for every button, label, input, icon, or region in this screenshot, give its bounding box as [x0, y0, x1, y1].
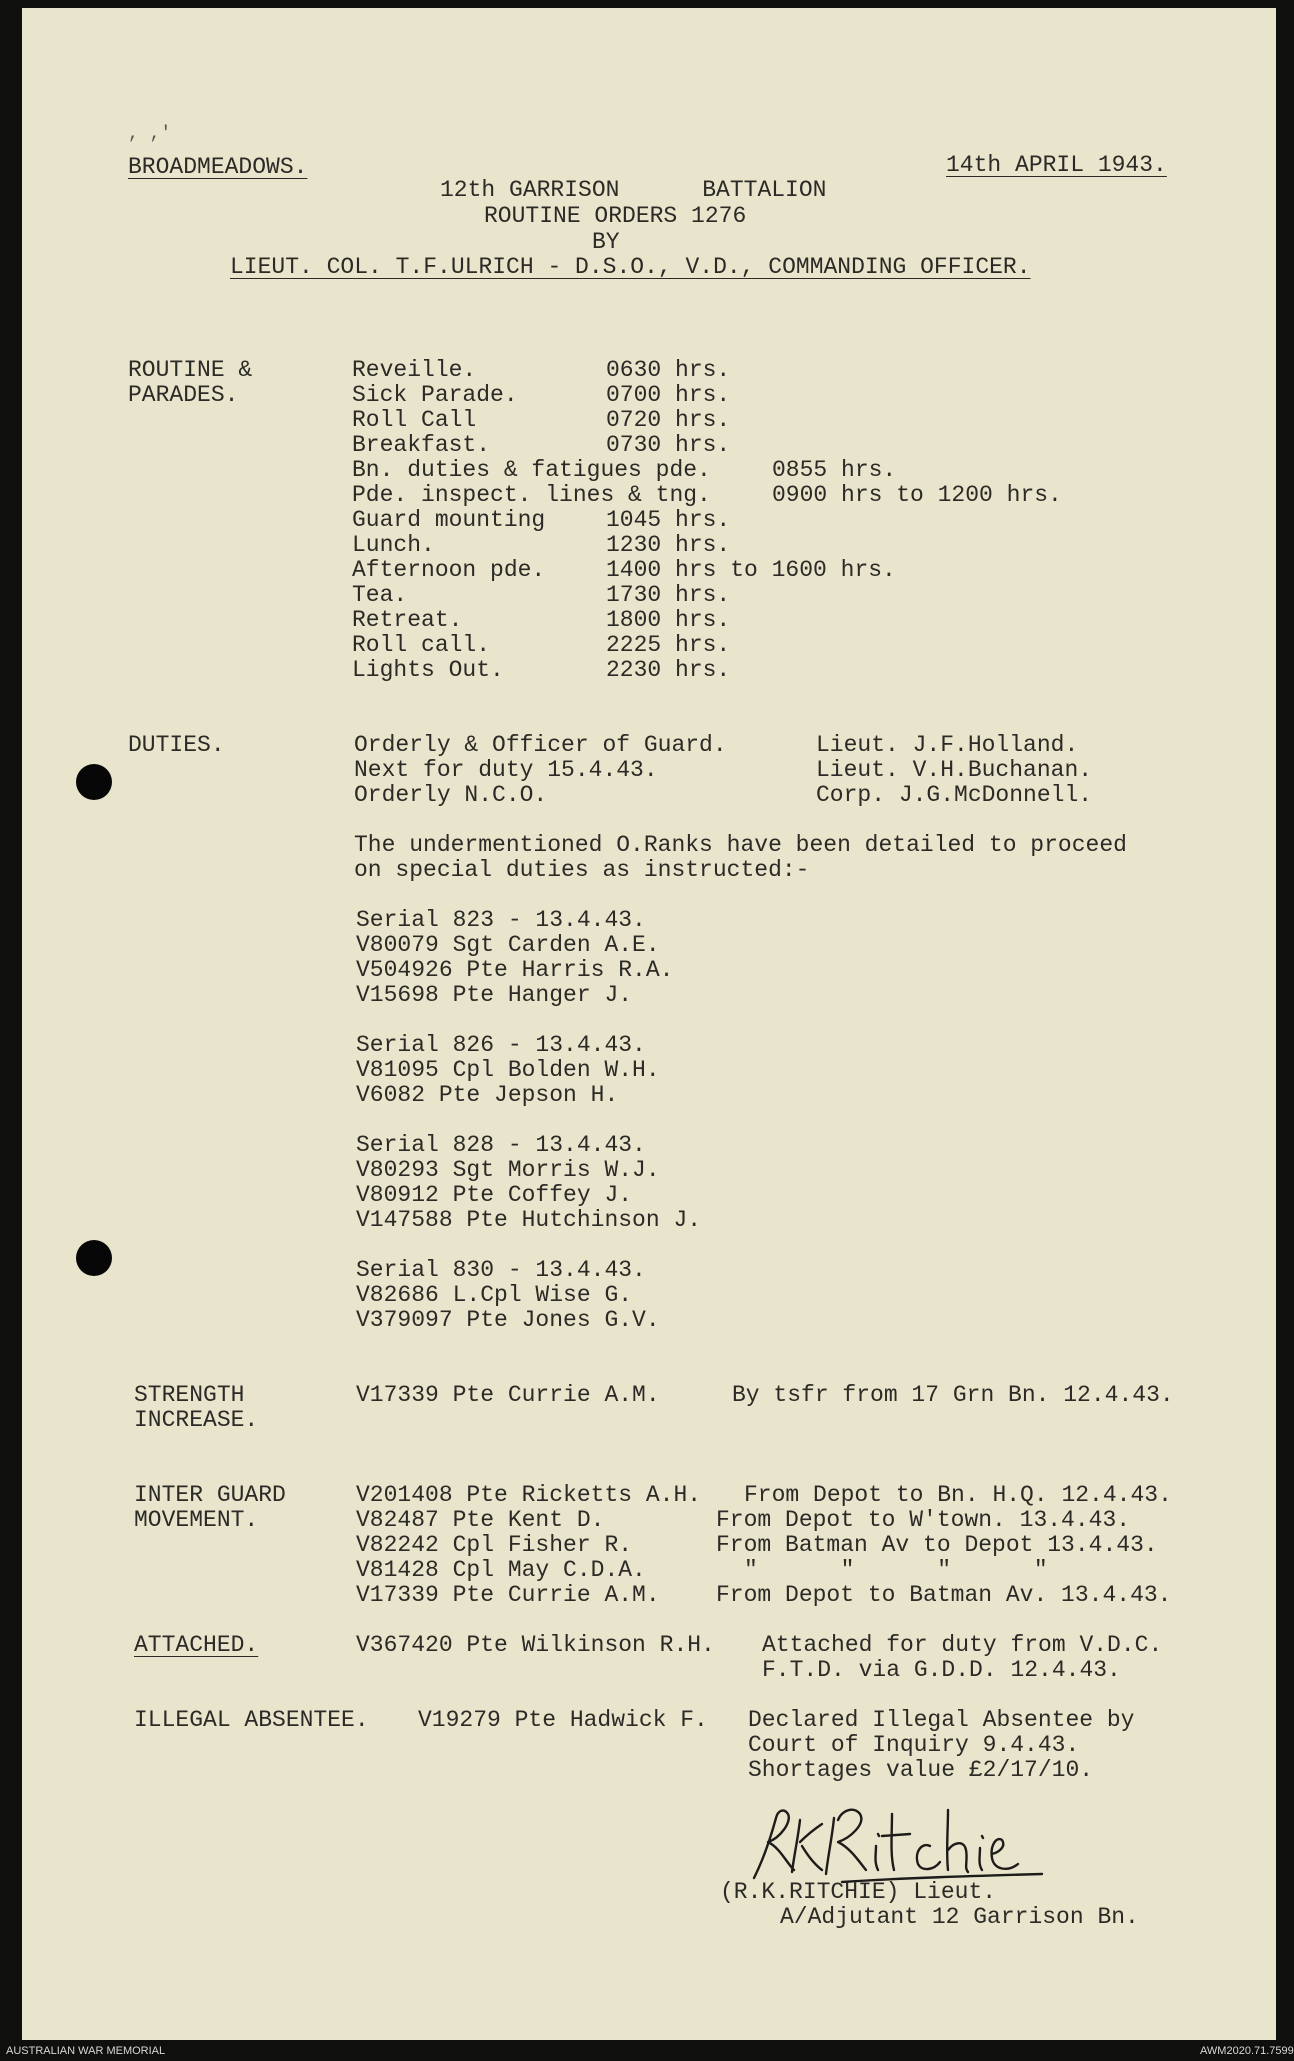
schedule-label: Breakfast. — [352, 432, 491, 458]
special-duties-intro: on special duties as instructed:- — [354, 857, 810, 883]
punch-hole — [76, 764, 112, 800]
attached-detail: Attached for duty from V.D.C. — [762, 1632, 1163, 1658]
serial-member: V80079 Sgt Carden A.E. — [356, 932, 660, 958]
duty-officer: Lieut. J.F.Holland. — [816, 732, 1079, 758]
movement-person: V17339 Pte Currie A.M. — [356, 1582, 660, 1608]
serial-header: Serial 826 - 13.4.43. — [356, 1032, 646, 1058]
section-heading-increase: INCREASE. — [134, 1407, 259, 1433]
duty-role: Orderly & Officer of Guard. — [354, 732, 727, 758]
serial-member: V379097 Pte Jones G.V. — [356, 1307, 660, 1333]
serial-member: V147588 Pte Hutchinson J. — [356, 1207, 702, 1233]
title-battalion: 12th GARRISON BATTALION — [440, 177, 827, 203]
absentee-detail: Court of Inquiry 9.4.43. — [748, 1732, 1080, 1758]
schedule-label: Pde. inspect. lines & tng. — [352, 482, 711, 508]
footer-catalogue-number: AWM2020.71.7599 — [1200, 2045, 1294, 2057]
section-heading-attached: ATTACHED. — [134, 1632, 259, 1658]
place-name: BROADMEADOWS. — [128, 154, 308, 180]
schedule-label: Roll Call — [352, 407, 477, 433]
schedule-label: Roll call. — [352, 632, 491, 658]
movement-person: V81428 Cpl May C.D.A. — [356, 1557, 646, 1583]
attached-detail: F.T.D. via G.D.D. 12.4.43. — [762, 1657, 1121, 1683]
schedule-label: Reveille. — [352, 357, 477, 383]
schedule-time: 0720 hrs. — [606, 407, 731, 433]
movement-person: V82242 Cpl Fisher R. — [356, 1532, 633, 1558]
strength-detail: By tsfr from 17 Grn Bn. 12.4.43. — [732, 1382, 1174, 1408]
title-commanding-officer: LIEUT. COL. T.F.ULRICH - D.S.O., V.D., COMMANDING OFFICER. — [230, 254, 1031, 280]
absentee-person: V19279 Pte Hadwick F. — [418, 1707, 708, 1733]
schedule-time: 2225 hrs. — [606, 632, 731, 658]
schedule-label: Tea. — [352, 582, 408, 608]
schedule-label: Guard mounting — [352, 507, 546, 533]
absentee-detail: Declared Illegal Absentee by — [748, 1707, 1135, 1733]
schedule-time: 0630 hrs. — [606, 357, 731, 383]
serial-member: V80912 Pte Coffey J. — [356, 1182, 633, 1208]
document-date: 14th APRIL 1943. — [946, 152, 1167, 178]
movement-detail: From Depot to Batman Av. 13.4.43. — [716, 1582, 1172, 1608]
schedule-time: 0730 hrs. — [606, 432, 731, 458]
schedule-time: 1730 hrs. — [606, 582, 731, 608]
serial-member: V82686 L.Cpl Wise G. — [356, 1282, 633, 1308]
signatory-title: A/Adjutant 12 Garrison Bn. — [780, 1904, 1139, 1930]
schedule-time: 1400 hrs to 1600 hrs. — [606, 557, 896, 583]
schedule-time: 0700 hrs. — [606, 382, 731, 408]
attached-person: V367420 Pte Wilkinson R.H. — [356, 1632, 715, 1658]
movement-detail: From Batman Av to Depot 13.4.43. — [716, 1532, 1158, 1558]
footer-institution: AUSTRALIAN WAR MEMORIAL — [6, 2045, 166, 2057]
movement-detail: " " " " — [744, 1557, 1048, 1583]
section-heading-illegal-absentee: ILLEGAL ABSENTEE. — [134, 1707, 369, 1733]
movement-person: V201408 Pte Ricketts A.H. — [356, 1482, 702, 1508]
special-duties-intro: The undermentioned O.Ranks have been detailed to proceed — [354, 832, 1127, 858]
signatory-name: (R.K.RITCHIE) Lieut. — [720, 1879, 997, 1905]
serial-member: V6082 Pte Jepson H. — [356, 1082, 619, 1108]
serial-member: V15698 Pte Hanger J. — [356, 982, 633, 1008]
section-heading-duties: DUTIES. — [128, 732, 225, 758]
serial-header: Serial 830 - 13.4.43. — [356, 1257, 646, 1283]
section-heading-strength: STRENGTH — [134, 1382, 245, 1408]
schedule-time: 1045 hrs. — [606, 507, 731, 533]
strength-person: V17339 Pte Currie A.M. — [356, 1382, 660, 1408]
movement-detail: From Depot to Bn. H.Q. 12.4.43. — [744, 1482, 1172, 1508]
punch-hole — [76, 1240, 112, 1276]
movement-detail: From Depot to W'town. 13.4.43. — [716, 1507, 1131, 1533]
title-routine-orders: ROUTINE ORDERS 1276 — [484, 203, 747, 229]
duty-officer: Corp. J.G.McDonnell. — [816, 782, 1093, 808]
serial-member: V504926 Pte Harris R.A. — [356, 957, 674, 983]
serial-member: V81095 Cpl Bolden W.H. — [356, 1057, 660, 1083]
title-by: BY — [592, 229, 620, 255]
schedule-time: 1230 hrs. — [606, 532, 731, 558]
schedule-label: Lights Out. — [352, 657, 504, 683]
schedule-time: 0855 hrs. — [772, 457, 897, 483]
schedule-label: Lunch. — [352, 532, 435, 558]
schedule-label: Sick Parade. — [352, 382, 518, 408]
serial-header: Serial 828 - 13.4.43. — [356, 1132, 646, 1158]
section-heading-parades: PARADES. — [128, 382, 239, 408]
serial-header: Serial 823 - 13.4.43. — [356, 907, 646, 933]
corner-mark: , ,' — [128, 124, 172, 144]
duty-role: Orderly N.C.O. — [354, 782, 548, 808]
schedule-time: 2230 hrs. — [606, 657, 731, 683]
schedule-label: Afternoon pde. — [352, 557, 546, 583]
document-page — [22, 8, 1276, 2040]
duty-officer: Lieut. V.H.Buchanan. — [816, 757, 1093, 783]
section-heading-inter-guard: INTER GUARD — [134, 1482, 286, 1508]
absentee-detail: Shortages value £2/17/10. — [748, 1757, 1094, 1783]
duty-role: Next for duty 15.4.43. — [354, 757, 658, 783]
section-heading-movement: MOVEMENT. — [134, 1507, 259, 1533]
section-heading-routine: ROUTINE & — [128, 357, 253, 383]
schedule-time: 1800 hrs. — [606, 607, 731, 633]
schedule-label: Bn. duties & fatigues pde. — [352, 457, 711, 483]
schedule-time: 0900 hrs to 1200 hrs. — [772, 482, 1062, 508]
serial-member: V80293 Sgt Morris W.J. — [356, 1157, 660, 1183]
movement-person: V82487 Pte Kent D. — [356, 1507, 605, 1533]
schedule-label: Retreat. — [352, 607, 463, 633]
